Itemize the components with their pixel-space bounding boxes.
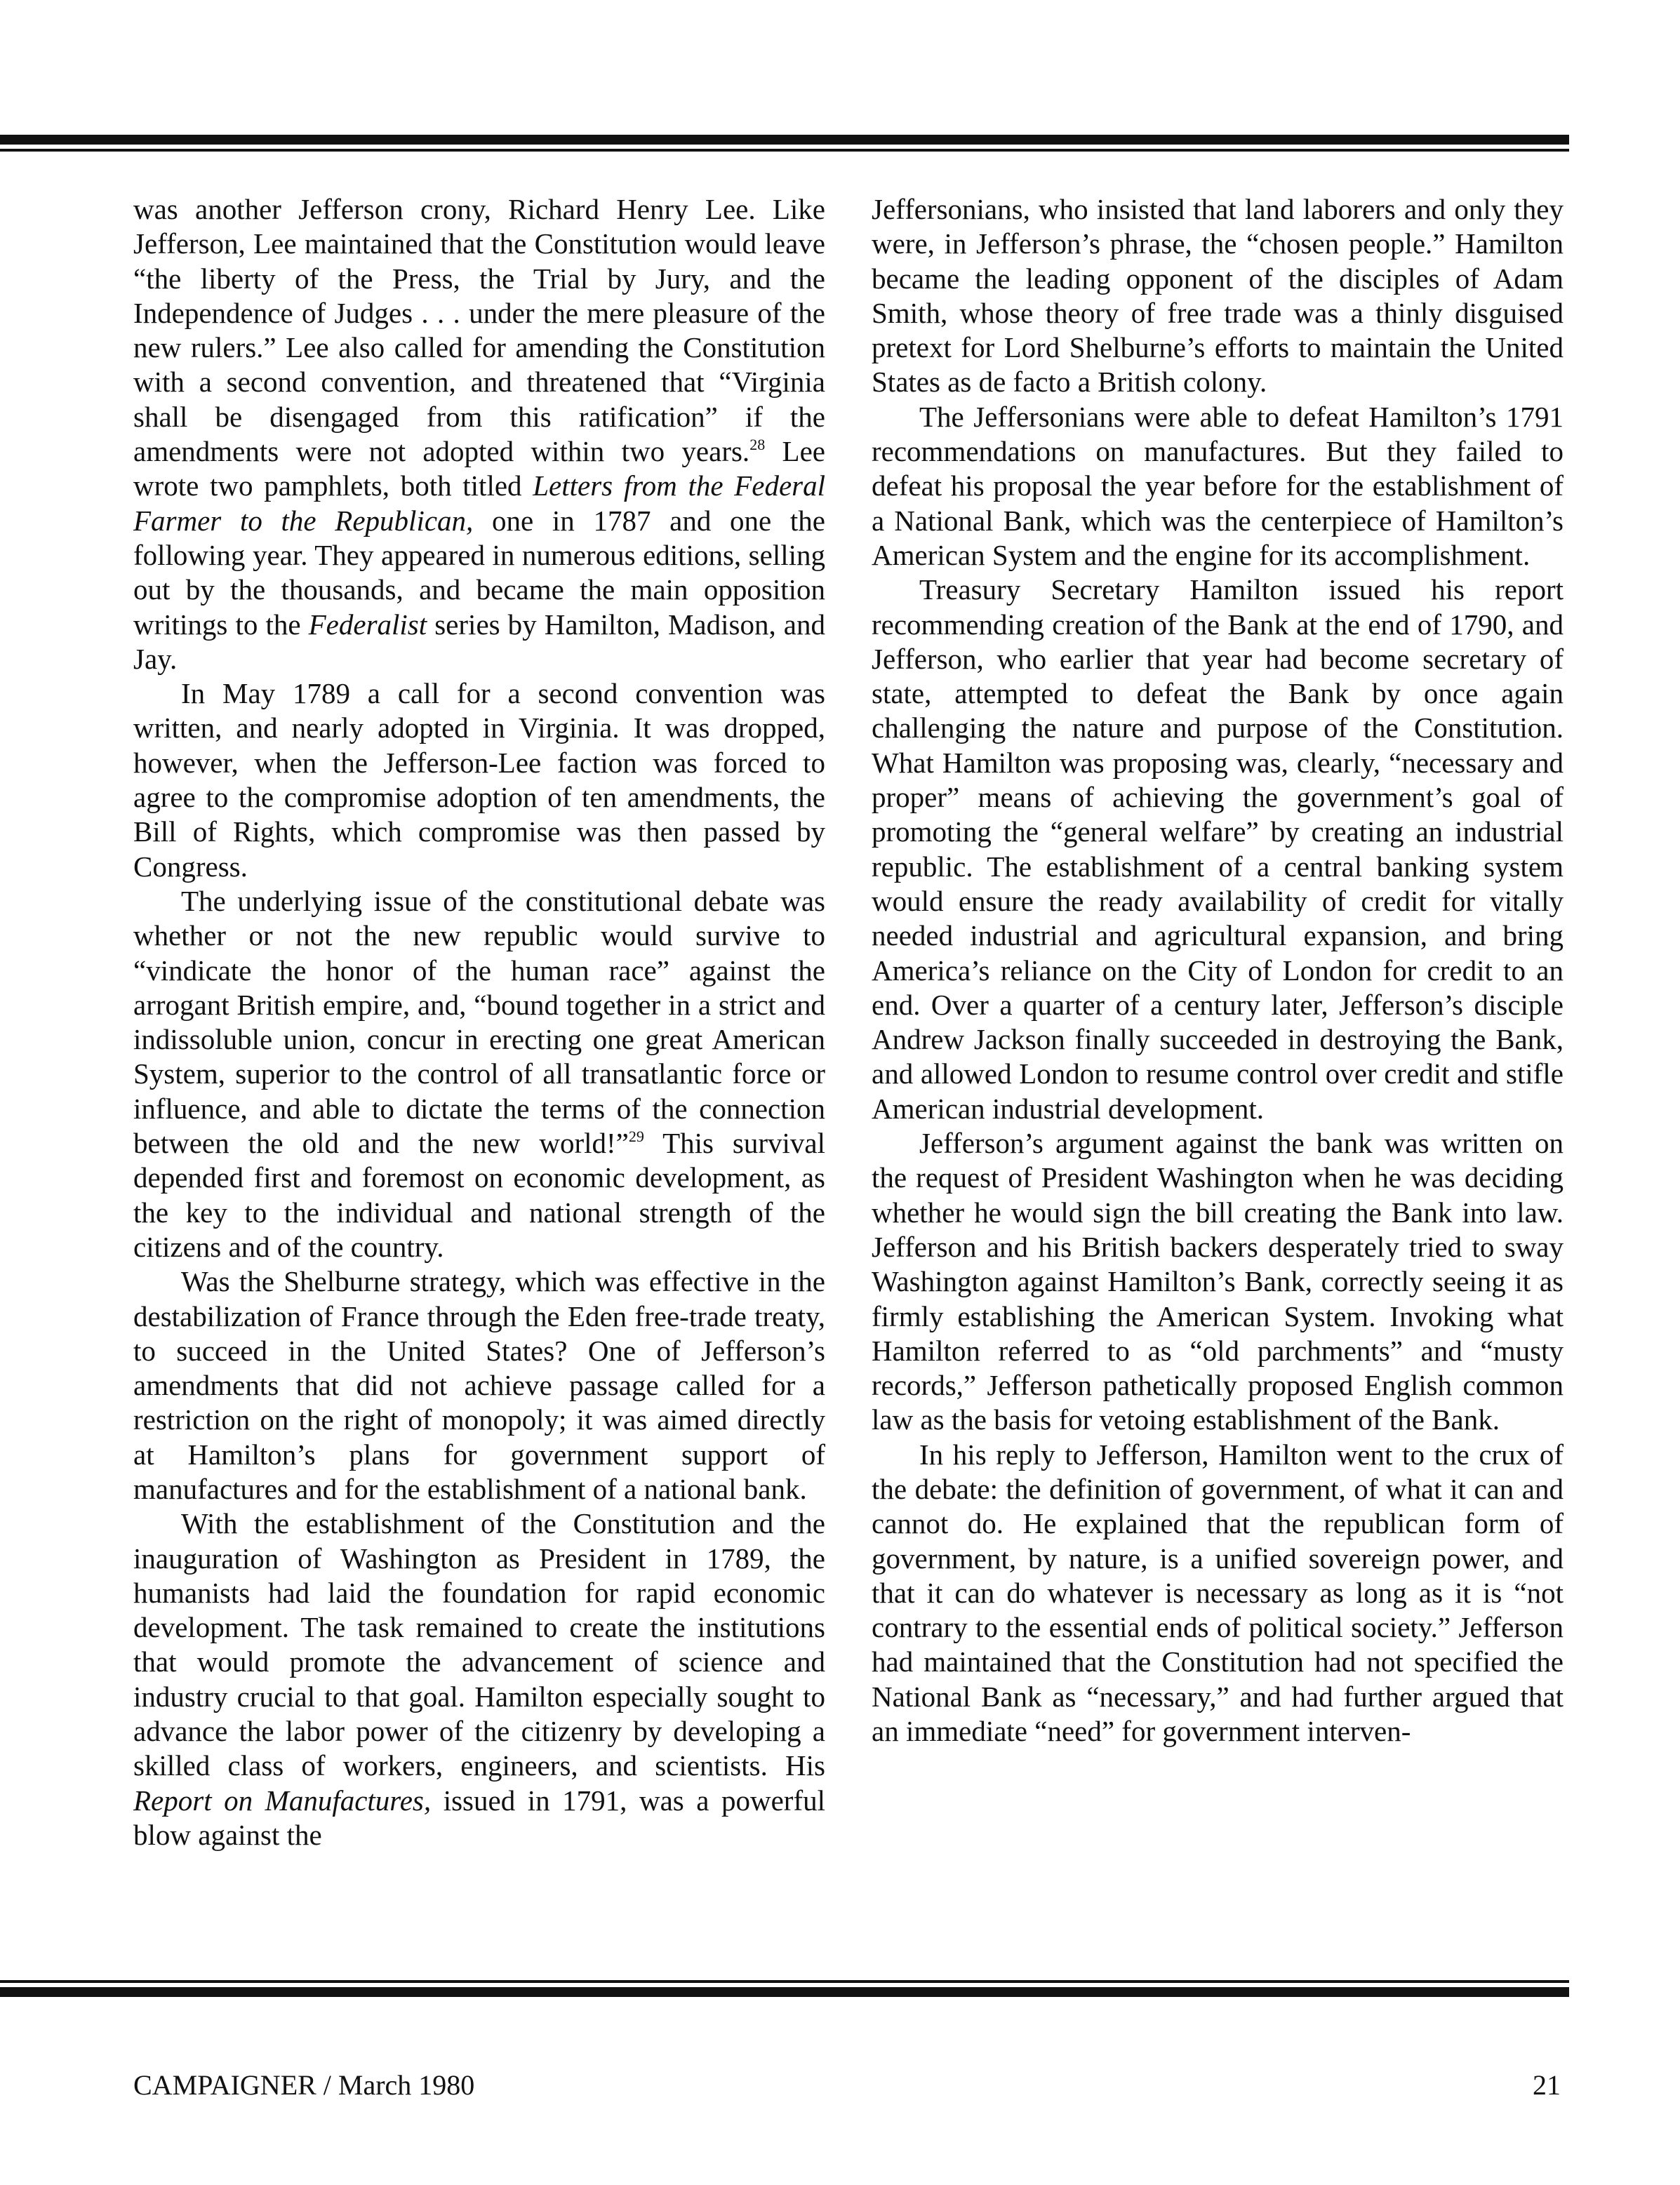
text-run: series by Hamilton, Madison, and Jay. — [133, 608, 825, 675]
footnote-marker: 29 — [628, 1128, 644, 1146]
italic-title: Letters from the Federal Farmer to the Republican, — [133, 469, 826, 537]
paragraph — [133, 1506, 825, 1852]
footnote-marker: 28 — [749, 436, 766, 454]
text-run: one in 1787 and one the following year. They appeared in numerous editions, selling out by the thousands, and became the main opposition writings to the — [133, 504, 826, 641]
page-number: 21 — [1533, 2069, 1561, 2101]
paragraph: The Jeffersonians were able to defeat Hamilton’s 1791 recommendations on manufactures. But they failed to defeat his proposal the year before for the establishment of a National Bank, which was the centerpiece of Hamilton’s American System and the engine for its accomplishment. — [872, 400, 1564, 571]
italic-title: Report on Manufactures, — [133, 1784, 432, 1817]
text-run: Lee wrote two pamphlets, both titled — [133, 435, 825, 502]
top-rule-thin — [0, 149, 1569, 152]
text-run: The underlying issue of the constitutional debate was whether or not the new republic would survive to “vindicate the honor of the human race” against the arrogant British empire, and, “bound together in a strict and indissoluble union, concur in erecting one great American System, superior to the control of all transatlantic force or influence, and able to dictate the terms of the connection between the old and the new world!” — [133, 884, 825, 1160]
right-column — [872, 192, 1564, 1749]
paragraph: In May 1789 a call for a second convention was written, and nearly adopted in Virginia. It was dropped, however, when the Jefferson-Lee faction was forced to agree to the compromise adoption of ten amendments, the Bill of Rights, which compromise was then passed by Congress. — [133, 677, 825, 883]
text-run: With the establishment of the Constitution and the inauguration of Washington as President in 1789, the humanists had laid the foundation for rapid economic development. The task remained to create the institutions that would promote the advancement of science and industry crucial to that goal. Hamilton especially sought to advance the labor power of the citizenry by developing a skilled class of workers, engineers, and scientists. His — [133, 1507, 825, 1782]
italic-title: Federalist — [308, 608, 427, 641]
paragraph: Jefferson’s argument against the bank was written on the request of President Washington when he was deciding whether he would sign the bill creating the Bank into law. Jefferson and his British backers desperately tried to sway Washington against Hamilton’s Bank, correctly seeing it as firmly establishing the American System. Invoking what Hamilton referred to as “old parchments” and “musty records,” Jefferson pathetically proposed English common law as the basis for vetoing establishment of the Bank. — [872, 1127, 1564, 1436]
text-run: was another Jefferson crony, Richard Henry Lee. Like Jefferson, Lee maintained that the Constitution would leave “the liberty of the Press, the Trial by Jury, and the Independence of Judges . . . under the mere pleasure of the new rulers.” Lee also called for amending the Constitution with a second convention, and threatened that “Virginia shall be disengaged from this ratification” if the amendments were not adopted within two years. — [133, 193, 825, 468]
paragraph: In his reply to Jefferson, Hamilton went to the crux of the debate: the definition of government, of what it can and cannot do. He explained that the republican form of government, by nature, is a unified sovereign power, and that it can do whatever is necessary as long as it is “not contrary to the essential ends of political society.” Jefferson had maintained that the Constitution had not specified the National Bank as “necessary,” and had further argued that an immediate “need” for government interven- — [872, 1438, 1564, 1748]
paragraph — [133, 884, 825, 1264]
footer-publication: CAMPAIGNER / March 1980 — [133, 2069, 475, 2101]
bottom-rule-thin — [0, 1980, 1569, 1983]
bottom-rule-thick — [0, 1987, 1569, 1997]
top-rule-thick — [0, 135, 1569, 145]
left-column — [133, 192, 825, 1852]
paragraph — [133, 192, 825, 676]
text-run: issued in 1791, was a powerful blow against the — [133, 1784, 826, 1851]
paragraph: Was the Shelburne strategy, which was effective in the destabilization of France through the Eden free-trade treaty, to succeed in the United States? One of Jefferson’s amendments that did not achieve passage called for a restriction on the right of monopoly; it was aimed directly at Hamilton’s plans for government support of manufactures and for the establishment of a national bank. — [133, 1265, 825, 1505]
paragraph: Treasury Secretary Hamilton issued his report recommending creation of the Bank at the end of 1790, and Jefferson, who earlier that year had become secretary of state, attempted to defeat the Bank by once again challenging the nature and purpose of the Constitution. What Hamilton was proposing was, clearly, “necessary and proper” means of achieving the government’s goal of promoting the “general welfare” by creating an industrial republic. The establishment of a central banking system would ensure the ready availability of credit for vitally needed industrial and agricultural expansion, and bring America’s reliance on the City of London for credit to an end. Over a quarter of a century later, Jefferson’s disciple Andrew Jackson finally succeeded in destroying the Bank, and allowed London to resume control over credit and stifle American industrial development. — [872, 573, 1564, 1125]
paragraph: Jeffersonians, who insisted that land laborers and only they were, in Jefferson’s phrase, the “chosen people.” Hamilton became the leading opponent of the disciples of Adam Smith, whose theory of free trade was a thinly disguised pretext for Lord Shelburne’s efforts to maintain the United States as de facto a British colony. — [872, 193, 1564, 399]
text-run: This survival depended first and foremost on economic development, as the key to the individual and national strength of the citizens and of the country. — [133, 1127, 825, 1263]
